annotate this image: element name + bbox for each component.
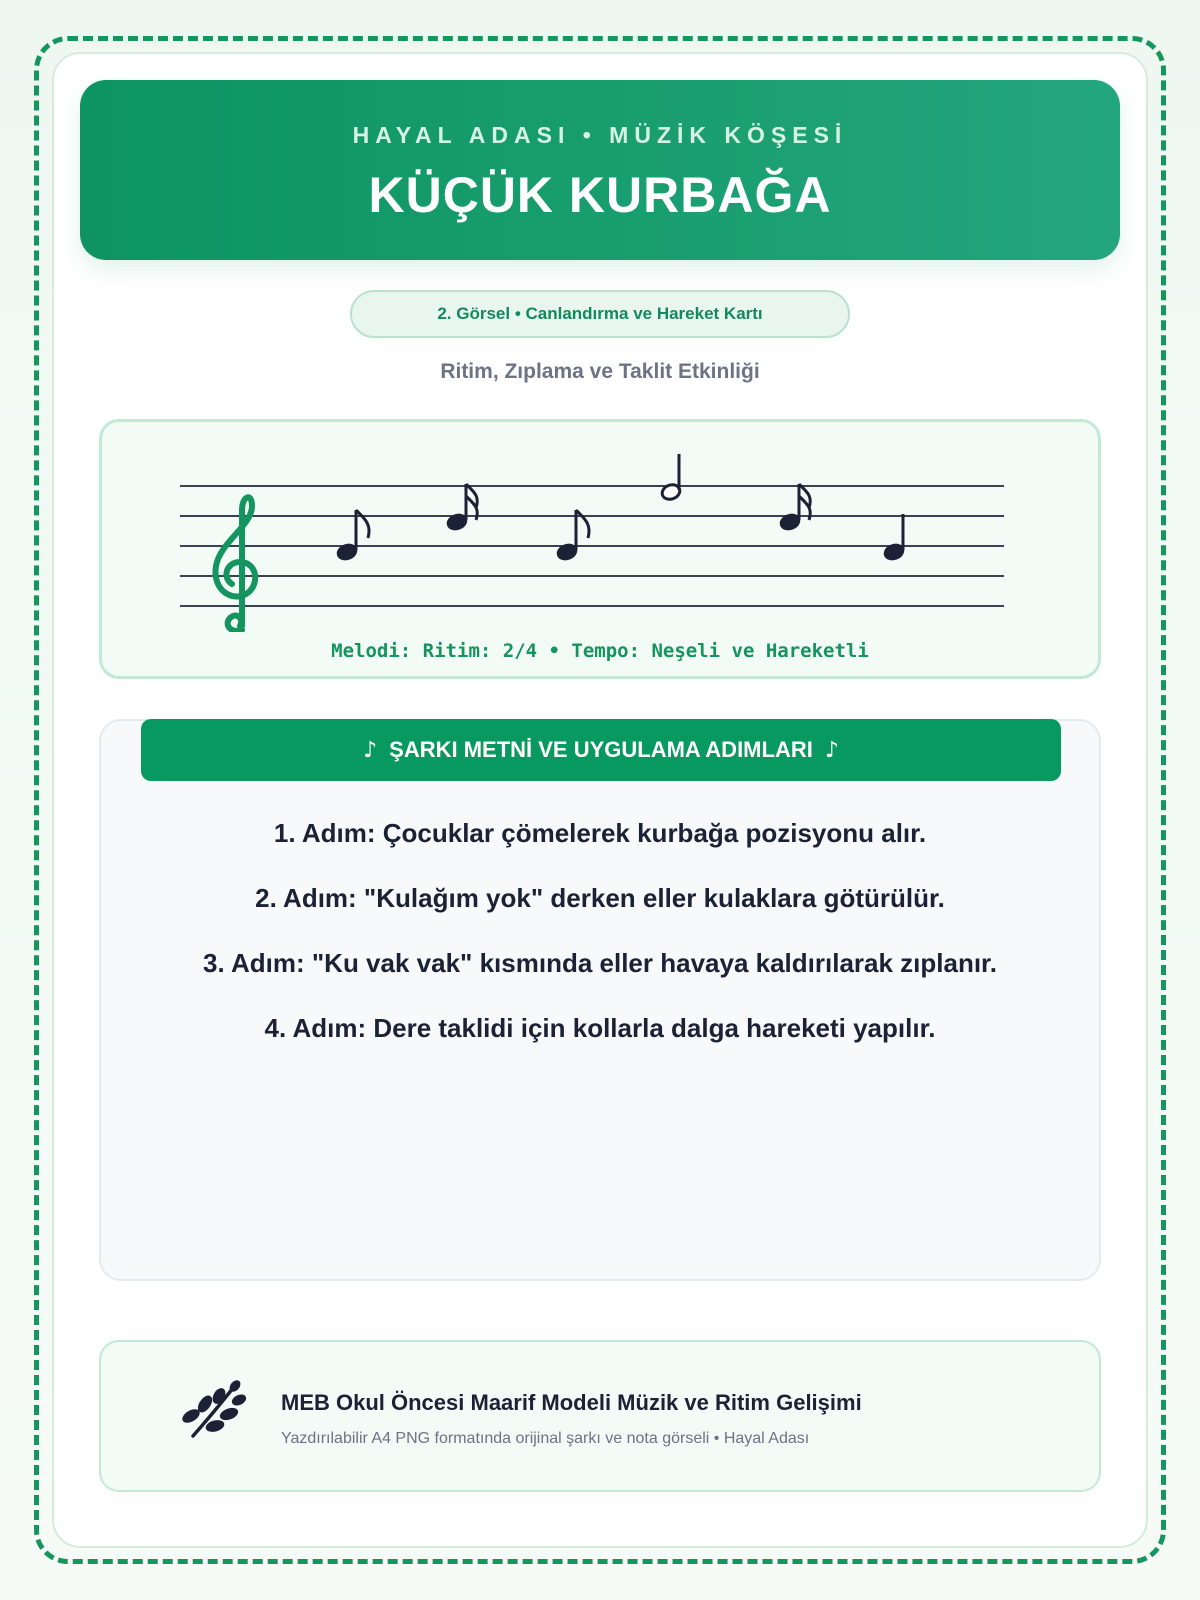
music-staff-panel	[99, 419, 1101, 679]
melody-caption: Melodi: Ritim: 2/4 • Tempo: Neşeli ve Hareketli	[331, 640, 869, 662]
leaf-branch-icon	[179, 1376, 251, 1448]
lyrics-panel	[99, 719, 1101, 1281]
header-kicker: HAYAL ADASI • MÜZİK KÖŞESİ	[352, 122, 848, 148]
activity-subtitle: Ritim, Zıplama ve Taklit Etkinliği	[440, 360, 760, 383]
music-note-icon: ♪	[363, 738, 378, 763]
sixteenth-note	[445, 484, 477, 532]
step-item: 4. Adım: Dere taklidi için kollarla dalga hareketi yapılır.	[264, 1013, 936, 1043]
sixteenth-note	[778, 484, 810, 532]
step-item: 3. Adım: "Ku vak vak" kısmında eller havaya kaldırılarak zıplanır.	[203, 948, 997, 978]
half-note	[660, 454, 682, 502]
lyrics-banner	[141, 719, 1061, 781]
footer-title: MEB Okul Öncesi Maarif Modeli Müzik ve Ritim Gelişimi	[281, 1390, 862, 1415]
page-title: KÜÇÜK KURBAĞA	[368, 167, 832, 223]
eighth-note	[555, 510, 589, 562]
step-item: 1. Adım: Çocuklar çömelerek kurbağa pozisyonu alır.	[273, 818, 927, 848]
lyrics-banner-title: ŞARKI METNİ VE UYGULAMA ADIMLARI	[389, 737, 813, 762]
steps-list	[101, 815, 1099, 1075]
footer-subtitle: Yazdırılabilir A4 PNG formatında orijinal şarkı ve nota görseli • Hayal Adası	[281, 1430, 810, 1447]
treble-clef-icon	[215, 497, 255, 631]
step-item: 2. Adım: "Kulağım yok" derken eller kulaklara götürülür.	[255, 883, 945, 913]
music-note-icon: ♪	[824, 738, 839, 763]
quarter-note	[882, 514, 906, 562]
eighth-note	[335, 510, 369, 562]
footer-panel	[99, 1340, 1101, 1492]
header-banner	[80, 80, 1120, 260]
music-staff	[102, 422, 1104, 632]
card-label-pill: 2. Görsel • Canlandırma ve Hareket Kartı	[350, 290, 850, 338]
